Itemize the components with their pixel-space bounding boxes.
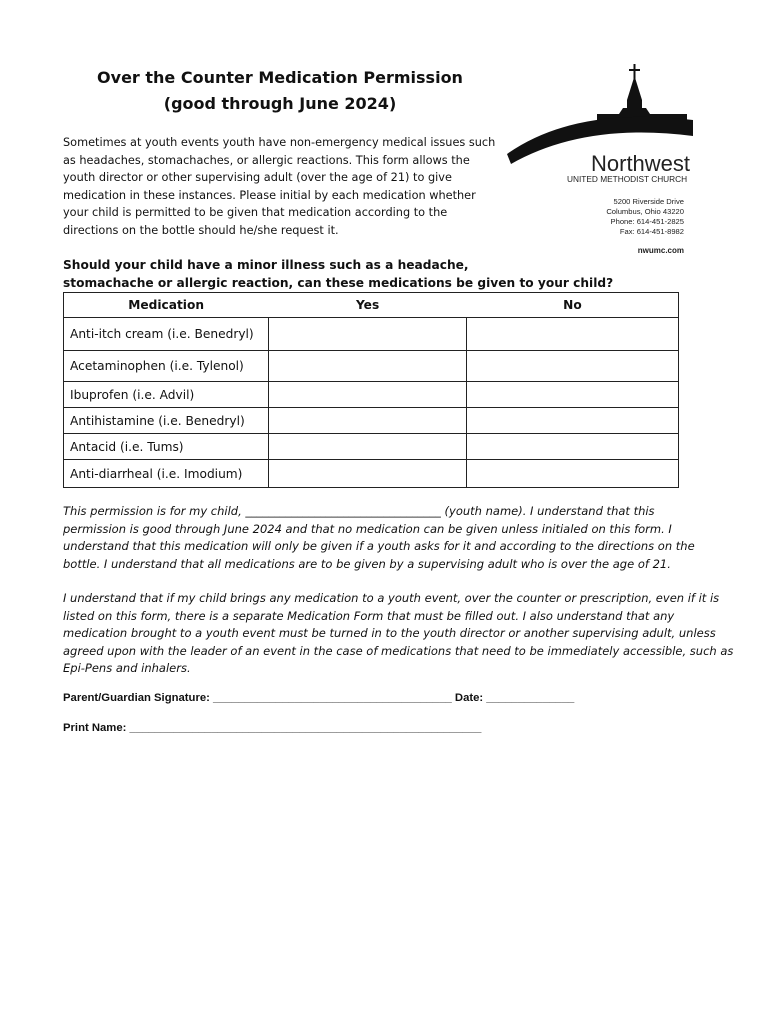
intro-line: your child is permitted to be given that medication according to the — [63, 206, 448, 220]
no-initial-box[interactable] — [467, 382, 679, 408]
permission-line: understand that this medication will only be given if a youth asks for it and according to the directions on the — [63, 539, 695, 553]
permission-line: agreed upon with the leader of an event in the case of medications that need to be immediately accessible, such as — [63, 643, 734, 658]
table-row — [64, 408, 679, 434]
medication-name: Antihistamine (i.e. Benedryl) — [64, 408, 269, 434]
permission-line: I understand that if my child brings any medication to a youth event, over the counter or prescription, even if it is — [63, 591, 720, 605]
medication-name: Antacid (i.e. Tums) — [64, 434, 269, 460]
intro-line: Sometimes at youth events youth have non-emergency medical issues such — [63, 136, 496, 149]
no-initial-box[interactable] — [467, 408, 679, 434]
medication-name: Acetaminophen (i.e. Tylenol) — [64, 351, 269, 382]
church-address2: Columbus, Ohio 43220 — [606, 207, 684, 216]
yes-header: Yes — [268, 293, 467, 318]
steeple-icon — [627, 76, 642, 100]
medication-form-paragraph — [63, 590, 734, 678]
table-row — [64, 318, 679, 351]
medication-header: Medication — [64, 293, 269, 318]
medication-name: Ibuprofen (i.e. Advil) — [64, 382, 269, 408]
intro-line: youth director or other supervising adult (over the age of 21) to give — [63, 171, 452, 185]
no-initial-box[interactable] — [467, 318, 679, 351]
church-phone: Phone: 614-451-2825 — [610, 217, 684, 226]
medication-name: Anti-itch cream (i.e. Benedryl) — [64, 318, 269, 351]
yes-initial-box[interactable] — [268, 318, 467, 351]
question-line: Should your child have a minor illness such as a headache, — [63, 258, 469, 272]
yes-initial-box[interactable] — [268, 382, 467, 408]
form-title: Over the Counter Medication Permission — [97, 68, 463, 87]
church-address1: 5200 Riverside Drive — [613, 197, 684, 206]
table-row — [64, 382, 679, 408]
intro-line: medication in these instances. Please initial by each medication whether — [63, 188, 476, 202]
yes-initial-box[interactable] — [268, 408, 467, 434]
permission-line: listed on this form, there is a separate Medication Form that must be filled out. I also understand that any — [63, 608, 675, 623]
intro-line: as headaches, stomachaches, or allergic reactions. This form allows the — [63, 153, 470, 167]
parent-signature-line[interactable]: Parent/Guardian Signature: ______________________________________ Date: ______________ — [63, 692, 575, 704]
table-row — [64, 434, 679, 460]
no-initial-box[interactable] — [467, 434, 679, 460]
permission-line: permission is good through June 2024 and that no medication can be given unless initialed on this form. I — [63, 521, 672, 536]
permission-line: Epi-Pens and inhalers. — [63, 661, 191, 675]
table-row — [64, 351, 679, 382]
yes-initial-box[interactable] — [268, 434, 467, 460]
yes-initial-box[interactable] — [268, 351, 467, 382]
medication-name: Anti-diarrheal (i.e. Imodium) — [64, 460, 269, 488]
church-website: nwumc.com — [637, 246, 684, 255]
permission-line: This permission is for my child, __________________________________ (youth name). I understand that this — [63, 504, 655, 518]
church-fax: Fax: 614-451-8982 — [619, 227, 684, 236]
permission-paragraph — [63, 503, 713, 573]
intro-paragraph — [63, 134, 498, 240]
permission-line: bottle. I understand that all medications are to be given by a supervising adult who is over the age of 21. — [63, 556, 671, 571]
church-subtitle: UNITED METHODIST CHURCH — [567, 174, 688, 184]
no-initial-box[interactable] — [467, 351, 679, 382]
form-subtitle: (good through June 2024) — [163, 94, 397, 113]
question-line: stomachache or allergic reaction, can these medications be given to your child? — [63, 276, 614, 290]
no-initial-box[interactable] — [467, 460, 679, 488]
table-row — [64, 460, 679, 488]
medication-table — [63, 292, 679, 488]
yes-initial-box[interactable] — [268, 460, 467, 488]
no-header: No — [467, 293, 679, 318]
church-logo — [505, 62, 695, 262]
question-heading — [63, 256, 683, 292]
church-name: Northwest — [591, 151, 691, 176]
print-name-line[interactable]: Print Name: ________________________________________________________ — [63, 722, 482, 734]
table-header-row — [64, 293, 679, 318]
intro-line: directions on the bottle should he/she request it. — [63, 223, 339, 237]
permission-line: medication brought to a youth event must be turned in to the youth director or another supervising adult, unless — [63, 626, 716, 640]
